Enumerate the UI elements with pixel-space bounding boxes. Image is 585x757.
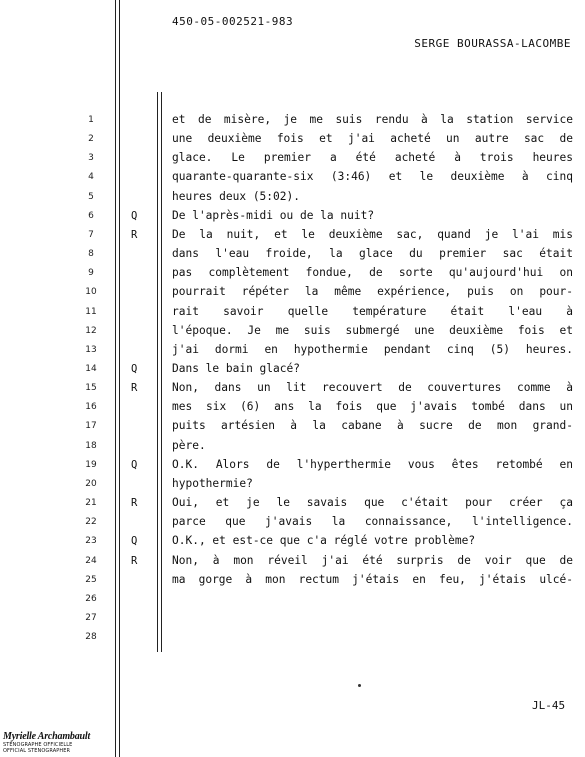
line-number: 20 xyxy=(85,478,97,489)
answer-marker: R xyxy=(131,554,138,567)
transcript-line: père. xyxy=(172,438,206,452)
line-number: 13 xyxy=(85,344,97,355)
transcript-line: O.K., et est-ce que c'a réglé votre problème? xyxy=(172,534,476,548)
line-number: 16 xyxy=(85,402,97,413)
transcript-line: parce que j'avais la connaissance, l'intelligence. xyxy=(172,515,573,529)
line-number: 21 xyxy=(85,498,97,508)
transcript-line: Dans le bain glacé? xyxy=(172,361,300,375)
line-number: 22 xyxy=(85,517,97,528)
question-marker: Q xyxy=(131,362,138,375)
line-number: 3 xyxy=(88,153,94,164)
transcript-line: pourrait répéter la même expérience, puis on pour- xyxy=(172,285,573,299)
transcript-line: rait savoir quelle température était l'eau à xyxy=(172,304,573,318)
transcript-line: Non, à mon réveil j'ai été surpris de voir que de xyxy=(172,553,573,567)
margin-rule-marker-column xyxy=(157,92,158,652)
transcript-line: Non, dans un lit recouvert de couvertures comme à xyxy=(172,381,573,395)
transcript-line: dans l'eau froide, la glace du premier sac était xyxy=(172,247,573,260)
line-number: 9 xyxy=(88,268,94,279)
transcript-line: De l'après-midi ou de la nuit? xyxy=(172,208,375,222)
transcript-line: hypothermie? xyxy=(172,476,253,490)
line-number: 28 xyxy=(85,632,97,642)
line-number: 11 xyxy=(85,306,97,317)
transcript-line: et de misère, je me suis rendu à la station service xyxy=(172,113,573,126)
line-number: 26 xyxy=(85,593,97,604)
stenographer-stamp xyxy=(3,731,98,754)
question-marker: Q xyxy=(131,458,138,471)
transcript-line: j'ai dormi en hypothermie pendant cinq (5) heures. xyxy=(172,342,573,356)
line-number: 15 xyxy=(85,383,97,394)
margin-rule-text-column xyxy=(161,92,162,652)
transcript-line: De la nuit, et le deuxième sac, quand je l'ai mis xyxy=(172,227,573,241)
transcript-line: ma gorge à mon rectum j'étais en feu, j'étais ulcé- xyxy=(172,572,573,586)
line-number: 18 xyxy=(85,440,97,451)
margin-rule-inner-left xyxy=(119,0,120,757)
transcript-line: mes six (6) ans la fois que j'avais tombé dans un xyxy=(172,400,573,414)
transcript-line: puits artésien à la cabane à sucre de mon grand- xyxy=(172,419,573,433)
transcript-line: pas complètement fondue, de sorte qu'aujourd'hui on xyxy=(172,266,573,280)
line-number: 6 xyxy=(88,210,94,221)
transcript-line: une deuxième fois et j'ai acheté un autre sac de xyxy=(172,132,573,146)
case-number: 450-05-002521-983 xyxy=(172,15,294,28)
answer-marker: R xyxy=(131,497,138,509)
transcript-line: Oui, et je le savais que c'était pour créer ça xyxy=(172,496,573,509)
stenographer-title-fr: STÉNOGRAPHE OFFICIELLE xyxy=(3,742,73,748)
line-number: 1 xyxy=(88,115,94,125)
transcript-line: quarante-quarante-six (3:46) et le deuxième à cinq xyxy=(172,170,573,184)
question-marker: Q xyxy=(131,535,138,548)
answer-marker: R xyxy=(131,228,138,241)
line-number: 24 xyxy=(85,555,97,566)
transcript-line: l'époque. Je me suis submergé une deuxième fois et xyxy=(172,323,573,337)
transcript-line: O.K. Alors de l'hyperthermie vous êtes retombé en xyxy=(172,457,573,471)
line-number: 2 xyxy=(88,134,94,145)
line-number: 8 xyxy=(88,249,94,259)
line-number: 19 xyxy=(85,459,97,470)
line-number: 4 xyxy=(88,172,94,183)
line-number: 12 xyxy=(85,325,97,336)
stenographer-title-en: OFFICIAL STENOGRAPHER xyxy=(3,748,71,754)
line-number: 17 xyxy=(85,421,97,432)
line-number: 23 xyxy=(85,536,97,547)
page-identifier: JL-45 xyxy=(532,699,566,712)
line-number: 25 xyxy=(85,574,97,585)
transcript-line: heures deux (5:02). xyxy=(172,189,300,203)
stenographer-name: Myrielle Archambault xyxy=(3,731,91,742)
margin-rule-outer-left xyxy=(115,0,116,757)
line-number: 14 xyxy=(85,363,97,374)
answer-marker: R xyxy=(131,382,138,395)
question-marker: Q xyxy=(131,209,138,222)
witness-name: SERGE BOURASSA-LACOMBE xyxy=(414,37,571,50)
line-number: 27 xyxy=(85,612,97,623)
transcript-line: glace. Le premier a été acheté à trois heures xyxy=(172,151,573,165)
page-dot-mark xyxy=(358,684,361,687)
line-number: 5 xyxy=(88,191,94,202)
line-number: 7 xyxy=(88,229,94,240)
line-number: 10 xyxy=(85,287,97,298)
